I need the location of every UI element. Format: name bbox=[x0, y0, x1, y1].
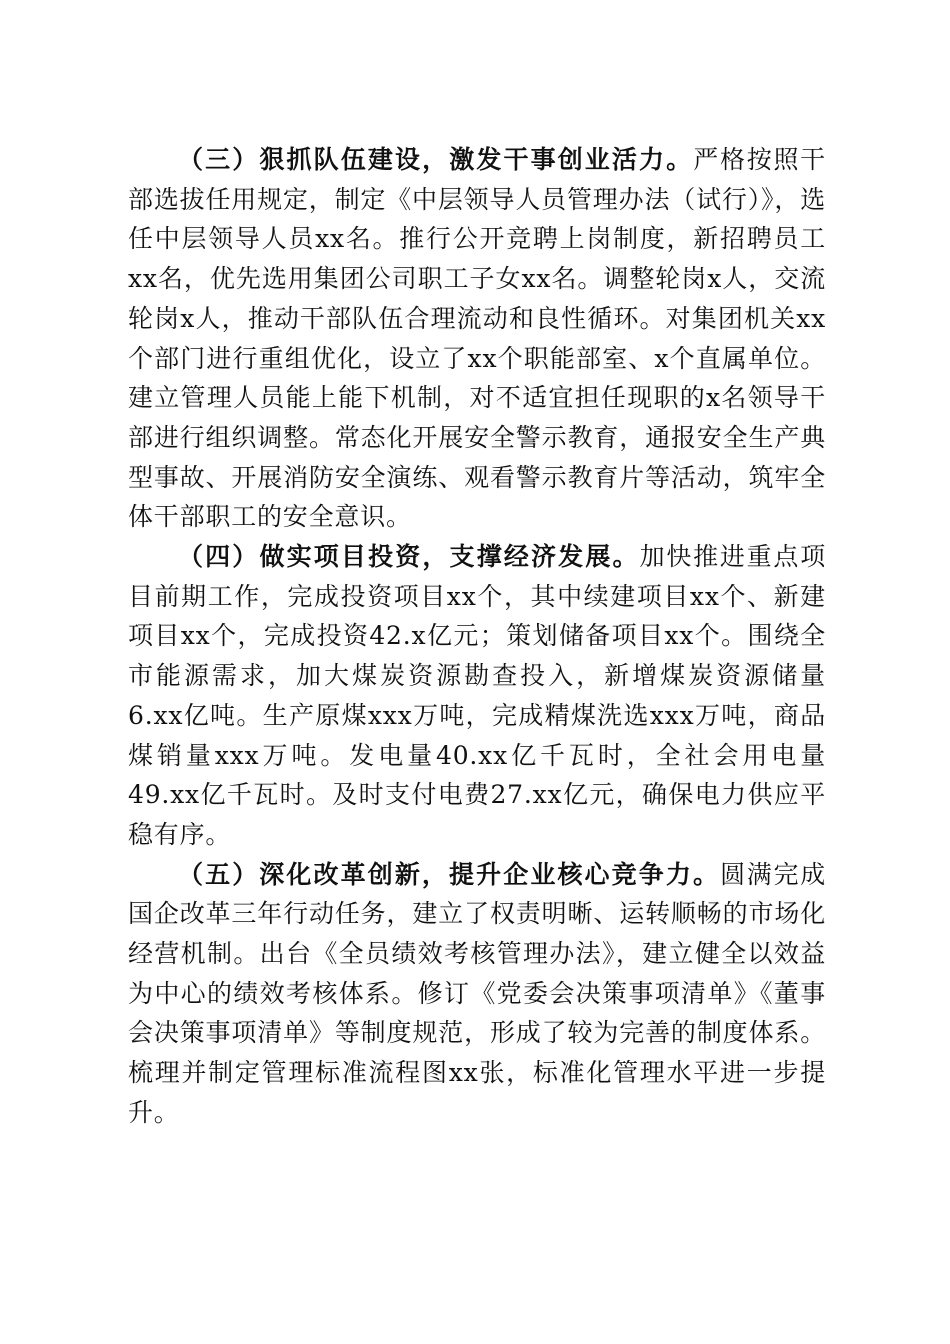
paragraph-reform-innovation bbox=[128, 855, 826, 1133]
paragraph-heading: （四）做实项目投资，支撑经济发展。 bbox=[178, 542, 640, 572]
paragraph-heading: （三）狠抓队伍建设，激发干事创业活力。 bbox=[178, 145, 694, 174]
document-page bbox=[128, 140, 826, 1133]
paragraph-team-building bbox=[128, 140, 826, 537]
paragraph-body: 加快推进重点项目前期工作，完成投资项目xx个，其中续建项目xx个、新建项目xx个，完成投资42.x亿元；策划储备项目xx个。围绕全市能源需求，加大煤炭资源勘查投入，新增煤炭资源储量6.xx亿吨。生产原煤xxx万吨，完成精煤洗选xxx万吨，商品煤销量xxx万吨。发电量40.xx亿千瓦时，全社会用电量49.xx亿千瓦时。及时支付电费27.xx亿元，确保电力供应平稳有序。 bbox=[128, 542, 826, 849]
paragraph-body: 圆满完成国企改革三年行动任务，建立了权责明晰、运转顺畅的市场化经营机制。出台《全员绩效考核管理办法》，建立健全以效益为中心的绩效考核体系。修订《党委会决策事项清单》《董事会决策事项清单》等制度规范，形成了较为完善的制度体系。梳理并制定管理标准流程图xx张，标准化管理水平进一步提升。 bbox=[128, 859, 826, 1127]
paragraph-body: 严格按照干部选拔任用规定，制定《中层领导人员管理办法（试行）》，选任中层领导人员xx名。推行公开竞聘上岗制度，新招聘员工xx名，优先选用集团公司职工子女xx名。调整轮岗x人，交流轮岗x人，推动干部队伍合理流动和良性循环。对集团机关xx个部门进行重组优化，设立了xx个职能部室、x个直属单位。建立管理人员能上能下机制，对不适宜担任现职的x名领导干部进行组织调整。常态化开展安全警示教育，通报安全生产典型事故、开展消防安全演练、观看警示教育片等活动，筑牢全体干部职工的安全意识。 bbox=[128, 145, 826, 532]
paragraph-heading: （五）深化改革创新，提升企业核心竞争力。 bbox=[178, 859, 721, 889]
paragraph-project-investment bbox=[128, 537, 826, 855]
